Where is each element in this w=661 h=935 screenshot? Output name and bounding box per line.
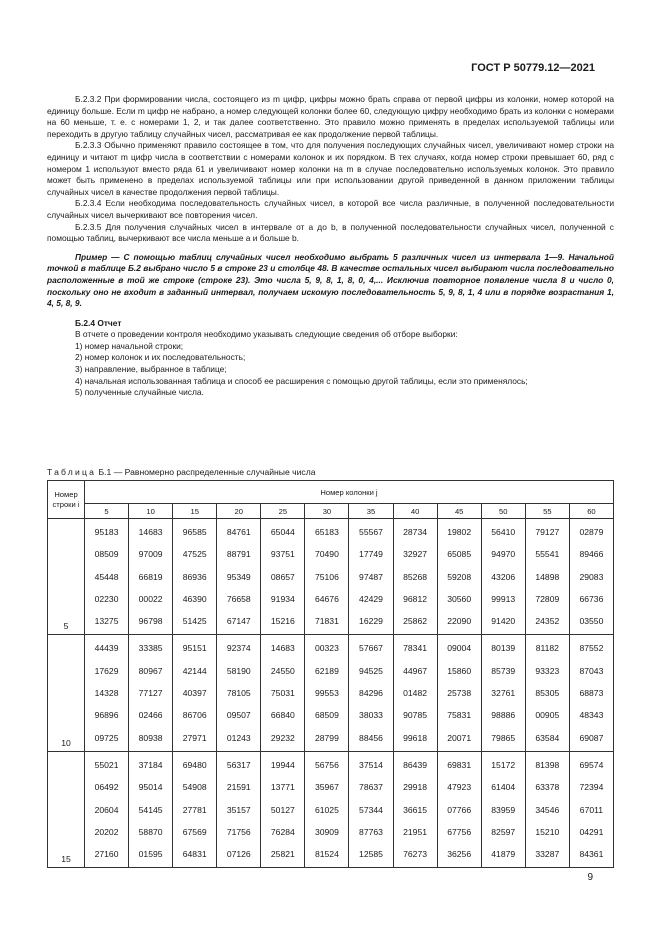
table-cell [217, 635, 261, 751]
table-cell [85, 635, 129, 751]
random-number: 17629 [94, 665, 119, 676]
random-number: 32927 [403, 549, 428, 560]
column-number: 55 [525, 504, 569, 519]
table-cell [305, 635, 349, 751]
table-cell [481, 635, 525, 751]
random-number: 37184 [138, 759, 163, 770]
table-caption [47, 467, 316, 477]
table-cell [569, 751, 613, 867]
random-number: 19802 [447, 527, 472, 537]
table-caption-title: Б.1 — Равномерно распределенные случайные числа [96, 467, 316, 477]
random-number: 00022 [138, 593, 163, 604]
random-number: 07126 [226, 849, 251, 860]
random-number: 34546 [535, 804, 560, 815]
random-number: 93751 [270, 549, 295, 560]
random-number: 75031 [270, 688, 295, 699]
paragraph-b2-3-4: Б.2.3.4 Если необходима последовательность случайных чисел, в которой все числа различные, в полученной последовательности случайных чисел вычеркивают все повторения чисел. [47, 198, 614, 220]
table-cell [261, 519, 305, 635]
random-number: 95349 [226, 571, 251, 582]
column-number: 40 [393, 504, 437, 519]
random-number: 72394 [579, 782, 604, 793]
random-number: 56410 [491, 527, 516, 537]
random-number: 51425 [182, 616, 207, 627]
random-number: 75106 [314, 571, 339, 582]
random-number: 86439 [403, 759, 428, 770]
table-cell [349, 635, 393, 751]
random-number: 64831 [182, 849, 207, 860]
random-number: 78105 [226, 688, 251, 699]
table-cell [525, 751, 569, 867]
random-number: 66819 [138, 571, 163, 582]
random-number: 43206 [491, 571, 516, 582]
random-number: 71756 [226, 826, 251, 837]
random-number: 67147 [226, 616, 251, 627]
column-number: 20 [217, 504, 261, 519]
random-number: 78341 [403, 643, 428, 654]
random-number: 63584 [535, 732, 560, 743]
random-number: 01243 [226, 732, 251, 743]
random-number: 00905 [535, 710, 560, 721]
random-number: 83959 [491, 804, 516, 815]
table-cell [305, 519, 349, 635]
random-number: 27781 [182, 804, 207, 815]
random-number: 22090 [447, 616, 472, 627]
random-number: 46390 [182, 593, 207, 604]
random-number: 02466 [138, 710, 163, 721]
random-number: 09507 [226, 710, 251, 721]
random-number: 71831 [314, 616, 339, 627]
table-cell [481, 751, 525, 867]
random-number: 02230 [94, 593, 119, 604]
table-cell [437, 519, 481, 635]
random-number: 90785 [403, 710, 428, 721]
random-number: 95183 [94, 527, 119, 537]
random-number: 47923 [447, 782, 472, 793]
random-number: 91934 [270, 593, 295, 604]
random-number: 79865 [491, 732, 516, 743]
random-number: 64676 [314, 593, 339, 604]
random-number: 20071 [447, 732, 472, 743]
table-row-group [48, 751, 614, 867]
table-cell [437, 635, 481, 751]
random-number: 40397 [182, 688, 207, 699]
random-number: 72809 [535, 593, 560, 604]
table-cell [85, 519, 129, 635]
table-cell [261, 635, 305, 751]
random-number: 08509 [94, 549, 119, 560]
random-number: 17749 [359, 549, 383, 560]
random-number: 84296 [359, 688, 383, 699]
random-number: 63378 [535, 782, 560, 793]
row-number: 10 [48, 635, 85, 751]
random-number: 42144 [182, 665, 207, 676]
random-number: 84761 [226, 527, 251, 537]
random-number: 35967 [314, 782, 339, 793]
random-number: 95014 [138, 782, 163, 793]
random-number: 38033 [359, 710, 383, 721]
table-row-group [48, 519, 614, 635]
random-number: 09725 [94, 732, 119, 743]
random-number: 67756 [447, 826, 472, 837]
random-number: 30560 [447, 593, 472, 604]
random-number: 20604 [94, 804, 119, 815]
random-number: 76658 [226, 593, 251, 604]
random-number: 56317 [226, 759, 251, 770]
random-number: 93323 [535, 665, 560, 676]
table-cell [525, 635, 569, 751]
page-number: 9 [587, 872, 593, 883]
random-number: 36615 [403, 804, 428, 815]
random-number: 61025 [314, 804, 339, 815]
random-number: 85268 [403, 571, 428, 582]
random-number: 14683 [270, 643, 295, 654]
list-item: 1) номер начальной строки; [75, 340, 184, 351]
random-number: 58190 [226, 665, 251, 676]
random-number: 66736 [579, 593, 604, 604]
random-number: 12585 [359, 849, 383, 860]
random-number: 75831 [447, 710, 472, 721]
random-number: 84361 [579, 849, 604, 860]
random-number: 02879 [579, 527, 604, 537]
random-number: 99553 [314, 688, 339, 699]
random-number: 15860 [447, 665, 472, 676]
table-cell [173, 751, 217, 867]
random-numbers-table [47, 480, 614, 868]
random-number: 68509 [314, 710, 339, 721]
random-number: 55567 [359, 527, 383, 537]
list-item: 4) начальная использованная таблица и способ ее расширения с помощью другой таблицы, если это применялось; [75, 375, 528, 386]
table-row-group [48, 635, 614, 751]
random-number: 24352 [535, 616, 560, 627]
random-number: 86706 [182, 710, 207, 721]
random-number: 76284 [270, 826, 295, 837]
table-cell [569, 519, 613, 635]
random-number: 45448 [94, 571, 119, 582]
random-number: 69087 [579, 732, 604, 743]
random-number: 82597 [491, 826, 516, 837]
random-number: 70490 [314, 549, 339, 560]
random-number: 08657 [270, 571, 295, 582]
random-number: 88456 [359, 732, 383, 743]
random-number: 01595 [138, 849, 163, 860]
random-number: 21951 [403, 826, 428, 837]
random-number: 19944 [270, 759, 295, 770]
random-number: 50127 [270, 804, 295, 815]
random-number: 00323 [314, 643, 339, 654]
list-item: 2) номер колонок и их последовательность; [75, 352, 246, 363]
random-number: 98886 [491, 710, 516, 721]
random-number: 13771 [270, 782, 295, 793]
random-number: 69480 [182, 759, 207, 770]
column-number: 50 [481, 504, 525, 519]
column-number: 60 [569, 504, 613, 519]
random-number: 25862 [403, 616, 428, 627]
random-number: 96585 [182, 527, 207, 537]
random-number: 30909 [314, 826, 339, 837]
column-number: 35 [349, 504, 393, 519]
random-number: 69574 [579, 759, 604, 770]
table-cell [261, 751, 305, 867]
random-number: 78637 [359, 782, 383, 793]
table-cell [393, 751, 437, 867]
random-number: 86936 [182, 571, 207, 582]
random-number: 04291 [579, 826, 604, 837]
table-cell [437, 751, 481, 867]
random-number: 77127 [138, 688, 163, 699]
column-number: 5 [85, 504, 129, 519]
random-number: 14683 [138, 527, 163, 537]
random-number: 94970 [491, 549, 516, 560]
table-cell [393, 635, 437, 751]
random-number: 25738 [447, 688, 472, 699]
table-cell [569, 635, 613, 751]
random-number: 87043 [579, 665, 604, 676]
random-number: 03550 [579, 616, 604, 627]
random-number: 81524 [314, 849, 339, 860]
random-number: 85739 [491, 665, 516, 676]
random-number: 96798 [138, 616, 163, 627]
random-number: 80967 [138, 665, 163, 676]
random-number: 96896 [94, 710, 119, 721]
random-number: 91420 [491, 616, 516, 627]
example-paragraph: Пример — С помощью таблиц случайных чисел необходимо выбрать 5 различных чисел из интервала 1—9. Начальной точкой в таблице Б.2 выбрано число 5 в строке 23 и столбце 48. В качестве остальных чисел выбирают числа последовательно расположенные в той же строке (строке 23). Это числа 5, 9, 8, 1, 8, 0, 4,... Исключив повторное появление числа 8 и число 0, поскольку оно не входит в заданный интервал, получаем искомую последовательность 5, 9, 8, 1, 4 или в порядке возрастания 1, 4, 5, 8, 9. [47, 251, 614, 309]
random-number: 81398 [535, 759, 560, 770]
random-number: 28799 [314, 732, 339, 743]
column-number-header: Номер колонки j [85, 481, 614, 504]
random-number: 65183 [314, 527, 339, 537]
table-cell [217, 519, 261, 635]
table-cell [129, 635, 173, 751]
table-cell [393, 519, 437, 635]
random-number: 42429 [359, 593, 383, 604]
paragraph-b2-3-3: Б.2.3.3 Обычно применяют правило состоящее в том, что для получения последующих случайных чисел, увеличивают номер строки на единицу и читают m цифр числа в соответствии с номерами колонок и их порядком. В тех случаях, когда номер строки превышает 60, ряд с номером 1 используют вместо ряда 61 и увеличивают номер колонки на m в случае последовательно используемых колонок. Это правило может быть применено в пределах используемой таблицы или при использовании другой приведенной в данном приложении таблицы случайных чисел в качестве продолжения первой таблицы. [47, 140, 614, 197]
random-number: 14898 [535, 571, 560, 582]
random-number: 67569 [182, 826, 207, 837]
random-number: 96812 [403, 593, 428, 604]
random-number: 32761 [491, 688, 516, 699]
random-number: 37514 [359, 759, 383, 770]
random-number: 66840 [270, 710, 295, 721]
random-number: 36256 [447, 849, 472, 860]
random-number: 01482 [403, 688, 428, 699]
random-number: 21591 [226, 782, 251, 793]
random-number: 47525 [182, 549, 207, 560]
random-number: 68873 [579, 688, 604, 699]
random-number: 62189 [314, 665, 339, 676]
random-number: 41879 [491, 849, 516, 860]
random-number: 94525 [359, 665, 383, 676]
body-text [47, 94, 614, 399]
table-caption-prefix: Таблица [47, 467, 97, 477]
column-number: 45 [437, 504, 481, 519]
random-number: 27971 [182, 732, 207, 743]
random-number: 06492 [94, 782, 119, 793]
random-number: 54908 [182, 782, 207, 793]
random-number: 69831 [447, 759, 472, 770]
random-number: 56756 [314, 759, 339, 770]
random-number: 99618 [403, 732, 428, 743]
random-number: 99913 [491, 593, 516, 604]
random-number: 97487 [359, 571, 383, 582]
random-number: 58870 [138, 826, 163, 837]
random-number: 29918 [403, 782, 428, 793]
random-number: 48343 [579, 710, 604, 721]
paragraph-b2-3-2: Б.2.3.2 При формировании числа, состоящего из m цифр, цифры можно брать справа от первой цифры из колонки, номер которой на единицу больше. Если m цифр не набрано, а номер следующей колонки более 60, следующую цифру необходимо брать из колонки с номерами на 60 меньше, т. е. с номерами 1, 2, и так далее соответственно. Это правило можно применять в пределах используемой таблицы или переходить в другую таблицу случайных чисел, рассматривая ее как продолжение первой таблицы. [47, 94, 614, 139]
random-number: 81182 [535, 643, 559, 654]
random-number: 87552 [579, 643, 604, 654]
random-number: 55541 [535, 549, 560, 560]
table-cell [481, 519, 525, 635]
random-number: 97009 [138, 549, 163, 560]
random-number: 09004 [447, 643, 472, 654]
random-number: 92374 [226, 643, 251, 654]
random-number: 14328 [94, 688, 119, 699]
random-number: 35157 [226, 804, 251, 815]
random-number: 44439 [94, 643, 119, 654]
random-number: 33385 [138, 643, 163, 654]
random-number: 80938 [138, 732, 163, 743]
section-heading-report: Б.2.4 Отчет [75, 317, 122, 328]
random-number: 55021 [94, 759, 119, 770]
random-number: 65085 [447, 549, 472, 560]
random-number: 20202 [94, 826, 119, 837]
random-number: 89466 [579, 549, 604, 560]
table-cell [349, 519, 393, 635]
table-cell [305, 751, 349, 867]
column-number: 10 [129, 504, 173, 519]
list-item: 3) направление, выбранное в таблице; [75, 364, 227, 375]
random-number: 15172 [491, 759, 516, 770]
row-number: 5 [48, 519, 85, 635]
random-number: 24550 [270, 665, 295, 676]
random-number: 57667 [359, 643, 383, 654]
document-code: ГОСТ Р 50779.12—2021 [471, 62, 595, 74]
random-number: 27160 [94, 849, 119, 860]
random-number: 29083 [579, 571, 604, 582]
table-cell [525, 519, 569, 635]
random-number: 07766 [447, 804, 472, 815]
random-number: 25821 [270, 849, 295, 860]
column-number: 30 [305, 504, 349, 519]
random-number: 67011 [579, 804, 604, 815]
random-number: 57344 [359, 804, 383, 815]
table-cell [349, 751, 393, 867]
column-number: 15 [173, 504, 217, 519]
table-cell [85, 751, 129, 867]
random-number: 44967 [403, 665, 428, 676]
row-number-header: Номер строки i [48, 481, 85, 519]
random-number: 54145 [138, 804, 163, 815]
random-number: 13275 [94, 616, 119, 627]
random-number: 85305 [535, 688, 560, 699]
random-number: 87763 [359, 826, 383, 837]
random-number: 76273 [403, 849, 428, 860]
random-number: 28734 [403, 527, 428, 537]
random-number: 15210 [535, 826, 560, 837]
random-number: 15216 [270, 616, 295, 627]
random-number: 61404 [491, 782, 516, 793]
table-cell [129, 519, 173, 635]
row-number: 15 [48, 751, 85, 867]
list-item: 5) полученные случайные числа. [75, 387, 204, 398]
random-number: 33287 [535, 849, 560, 860]
random-number: 65044 [270, 527, 295, 537]
column-number: 25 [261, 504, 305, 519]
random-number: 16229 [359, 616, 383, 627]
table-cell [129, 751, 173, 867]
table-cell [217, 751, 261, 867]
paragraph-b2-3-5: Б.2.3.5 Для получения случайных чисел в интервале от a до b, в полученной последовательности случайных чисел, полученной с помощью таблиц, вычеркивают все числа меньше a и больше b. [47, 221, 614, 244]
report-intro: В отчете о проведении контроля необходимо указывать следующие сведения об отборе выборки: [75, 329, 458, 340]
random-number: 80139 [491, 643, 516, 654]
table-cell [173, 635, 217, 751]
random-number: 59208 [447, 571, 472, 582]
random-number: 79127 [535, 527, 560, 537]
random-number: 88791 [226, 549, 251, 560]
random-number: 29232 [270, 732, 295, 743]
table-cell [173, 519, 217, 635]
random-number: 95151 [182, 643, 207, 654]
